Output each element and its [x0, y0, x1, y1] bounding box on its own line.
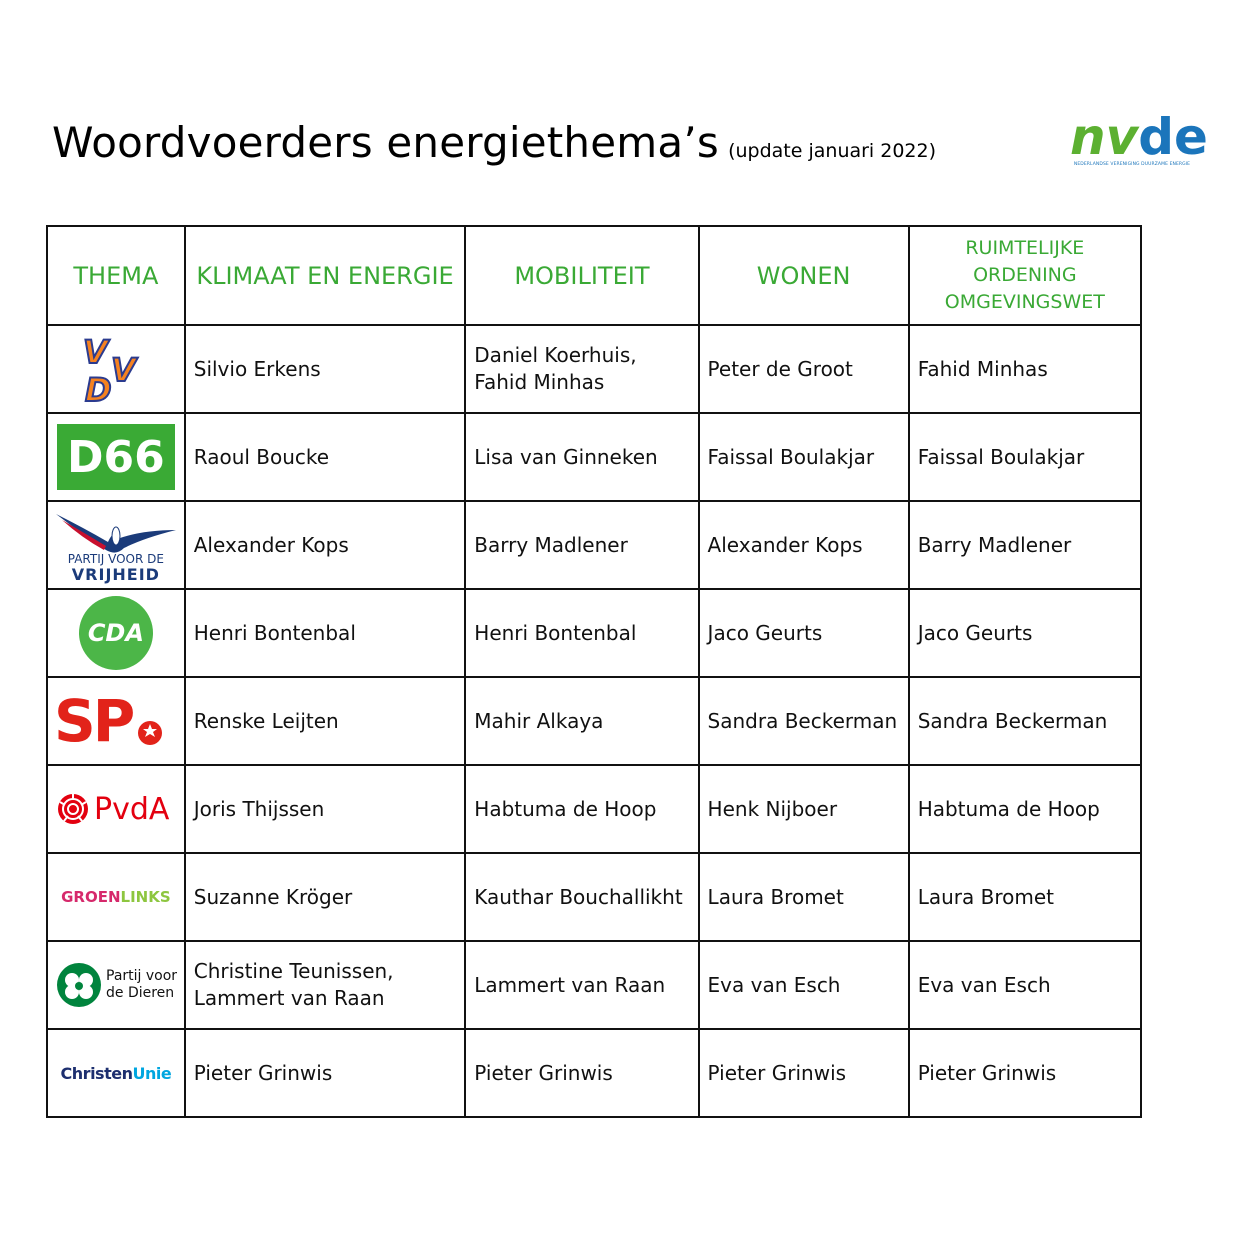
name: Habtuma de Hoop [474, 796, 657, 821]
rose-icon [56, 792, 90, 826]
cell-klimaat [185, 677, 466, 765]
name: Eva van Esch [707, 972, 841, 997]
nvde-d: d [1138, 108, 1174, 166]
name: Renske Leijten [193, 708, 339, 733]
vvd-logo [81, 333, 151, 405]
cell-wonen [699, 501, 909, 589]
party-cell-vvd [47, 325, 185, 413]
name: Peter de Groot [707, 356, 853, 381]
cell-ro [909, 1029, 1141, 1117]
header-klimaat: KLIMAAT EN ENERGIE [185, 226, 466, 325]
spokesperson-table [46, 225, 1142, 1118]
table-header-row [47, 226, 1141, 325]
cell-klimaat [185, 765, 466, 853]
party-cell-pvv [47, 501, 185, 589]
name: Mahir Alkaya [474, 708, 604, 733]
cell-wonen [699, 413, 909, 501]
name: Fahid Minhas [474, 370, 605, 394]
name: Barry Madlener [917, 532, 1072, 557]
name: Pieter Grinwis [917, 1060, 1057, 1085]
party-cell-sp [47, 677, 185, 765]
name: Fahid Minhas [917, 356, 1048, 381]
title-main: Woordvoerders energiethema’s [52, 118, 719, 167]
cell-mobiliteit [465, 1029, 698, 1117]
name: Christine Teunissen, [193, 959, 394, 983]
sp-logo-text: SP [54, 687, 133, 755]
header-ro-line-1: RUIMTELIJKE [965, 237, 1085, 259]
header-wonen: WONEN [699, 226, 909, 325]
party-cell-pvdd [47, 941, 185, 1029]
name: Pieter Grinwis [474, 1060, 613, 1085]
name: Alexander Kops [193, 532, 349, 557]
page-title [52, 118, 936, 167]
cell-ro [909, 941, 1141, 1029]
cell-klimaat [185, 941, 466, 1029]
tomato-icon [136, 718, 164, 746]
name: Laura Bromet [707, 884, 844, 909]
nvde-e: e [1174, 108, 1208, 166]
party-cell-cda [47, 589, 185, 677]
christenunie-logo-part-1: Christen [60, 1063, 133, 1083]
cell-klimaat [185, 501, 466, 589]
name: Jaco Geurts [707, 620, 823, 645]
cell-wonen [699, 589, 909, 677]
cell-ro [909, 853, 1141, 941]
cell-wonen [699, 941, 909, 1029]
nvde-n: n [1070, 108, 1106, 166]
name: Raoul Boucke [193, 444, 330, 469]
header-ro-line-2: ORDENING [973, 264, 1077, 286]
leaf-icon [56, 962, 102, 1008]
groenlinks-logo [61, 884, 171, 911]
name: Henk Nijboer [707, 796, 838, 821]
cell-wonen [699, 765, 909, 853]
name: Henri Bontenbal [193, 620, 356, 645]
cell-mobiliteit [465, 765, 698, 853]
cell-ro [909, 501, 1141, 589]
name: Lammert van Raan [474, 972, 666, 997]
cell-mobiliteit [465, 941, 698, 1029]
pvv-logo-line-1: PARTIJ VOOR DE [67, 551, 164, 566]
nvde-tagline: NEDERLANDSE VERENIGING DUURZAME ENERGIE [1073, 162, 1191, 167]
table-row [47, 941, 1141, 1029]
cell-ro [909, 325, 1141, 413]
party-cell-groenlinks [47, 853, 185, 941]
table-row [47, 853, 1141, 941]
table-row [47, 501, 1141, 589]
nvde-v: v [1105, 108, 1139, 166]
table-row [47, 589, 1141, 677]
name: Sandra Beckerman [707, 708, 898, 733]
name: Pieter Grinwis [193, 1060, 333, 1085]
vvd-letter-d: D [84, 371, 112, 405]
table-row [47, 413, 1141, 501]
vvd-letter-v1: V [82, 333, 108, 371]
name: Joris Thijssen [193, 796, 325, 821]
groenlinks-logo-part-2: LINKS [120, 887, 171, 906]
cell-mobiliteit [465, 325, 698, 413]
cell-ro [909, 765, 1141, 853]
name: Faissal Boulakjar [707, 444, 875, 469]
pvda-logo-text: PvdA [94, 791, 170, 827]
cell-klimaat [185, 853, 466, 941]
cell-mobiliteit [465, 853, 698, 941]
cell-klimaat [185, 589, 466, 677]
cell-wonen [699, 677, 909, 765]
name: Lisa van Ginneken [474, 444, 658, 469]
table-row [47, 677, 1141, 765]
cell-wonen [699, 853, 909, 941]
christenunie-logo [61, 1060, 172, 1087]
cell-wonen [699, 1029, 909, 1117]
party-cell-pvda [47, 765, 185, 853]
cda-logo-text: CDA [87, 618, 144, 647]
nvde-logo [1070, 108, 1208, 172]
name: Eva van Esch [917, 972, 1051, 997]
header-ruimtelijke-ordening [909, 226, 1141, 325]
seagull-icon [54, 508, 178, 558]
cell-ro [909, 413, 1141, 501]
party-cell-christenunie [47, 1029, 185, 1117]
name: Habtuma de Hoop [917, 796, 1100, 821]
cell-klimaat [185, 1029, 466, 1117]
table-row [47, 1029, 1141, 1117]
d66-logo-text: D66 [66, 431, 165, 483]
name: Sandra Beckerman [917, 708, 1108, 733]
title-subtitle: (update januari 2022) [728, 140, 937, 162]
name: Pieter Grinwis [707, 1060, 847, 1085]
pvdd-logo-line-2: de Dieren [106, 985, 175, 1001]
cell-klimaat [185, 413, 466, 501]
christenunie-logo-part-2: Unie [132, 1063, 172, 1083]
header-ro-line-3: OMGEVINGSWET [944, 291, 1105, 313]
name: Suzanne Kröger [193, 884, 353, 909]
name: Kauthar Bouchallikht [474, 884, 683, 909]
groenlinks-logo-part-1: GROEN [61, 887, 121, 906]
pvdd-logo-line-1: Partij voor [106, 968, 178, 984]
table-row [47, 765, 1141, 853]
cell-mobiliteit [465, 501, 698, 589]
name: Lammert van Raan [193, 986, 385, 1010]
header-mobiliteit: MOBILITEIT [465, 226, 698, 325]
cell-mobiliteit [465, 589, 698, 677]
table-row [47, 325, 1141, 413]
cell-wonen [699, 325, 909, 413]
cell-klimaat [185, 325, 466, 413]
name: Laura Bromet [917, 884, 1054, 909]
name: Henri Bontenbal [474, 620, 637, 645]
d66-logo [57, 424, 175, 490]
name: Barry Madlener [474, 532, 628, 557]
cell-mobiliteit [465, 413, 698, 501]
cda-logo [79, 596, 153, 670]
name: Silvio Erkens [193, 356, 321, 381]
cell-ro [909, 677, 1141, 765]
name: Jaco Geurts [917, 620, 1033, 645]
name: Alexander Kops [707, 532, 863, 557]
cell-ro [909, 589, 1141, 677]
vvd-letter-v2: V [110, 351, 136, 389]
party-cell-d66 [47, 413, 185, 501]
name: Daniel Koerhuis, [474, 343, 637, 367]
cell-mobiliteit [465, 677, 698, 765]
name: Faissal Boulakjar [917, 444, 1085, 469]
pvv-logo-line-2: VRIJHEID [71, 564, 160, 584]
header-thema: THEMA [47, 226, 185, 325]
